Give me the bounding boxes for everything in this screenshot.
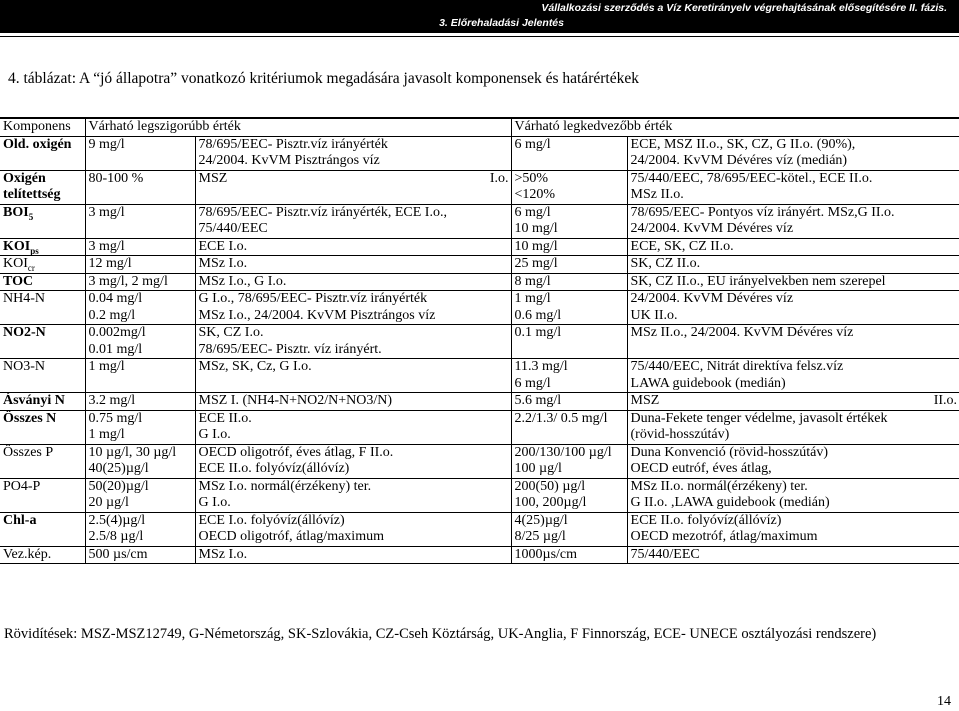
strict-source-cell — [195, 444, 511, 478]
cell-line: 25 mg/l — [514, 256, 558, 271]
cell-line: 1 mg/l — [514, 291, 551, 306]
cell-line: 75/440/EEC — [630, 546, 700, 562]
favourable-source-cell — [627, 273, 959, 291]
cell-line: Összes P — [3, 444, 54, 460]
cell-line: 500 µs/cm — [88, 546, 148, 562]
component-subscript: cr — [27, 262, 35, 273]
cell-line: 3 mg/l — [88, 238, 125, 254]
strict-source-cell — [195, 393, 511, 411]
favourable-source-cell — [627, 546, 959, 564]
cell-line: 1000µs/cm — [514, 546, 578, 562]
component-cell — [0, 291, 85, 325]
favourable-source-cell — [627, 325, 959, 359]
strict-source-cell — [195, 170, 511, 204]
table-row — [0, 410, 959, 444]
cell-line: 75/440/EEC, Nitrát direktíva felsz.víz — [630, 359, 844, 374]
cell-line-2: (rövid-hosszútáv) — [630, 427, 730, 442]
cell-line-2: 8/25 µg/l — [514, 529, 566, 544]
favourable-source-cell — [627, 291, 959, 325]
component-cell — [0, 393, 85, 411]
cell-line: MSz II.o., 24/2004. KvVM Dévéres víz — [630, 325, 854, 340]
cell-line-2: 6 mg/l — [514, 375, 551, 391]
component-cell — [0, 478, 85, 512]
cell-line-2: MSz II.o. — [630, 187, 684, 202]
favourable-value-cell — [511, 359, 627, 393]
strict-value-cell — [85, 273, 195, 291]
cell-line: 5.6 mg/l — [514, 393, 562, 408]
cell-line: ECE II.o. — [198, 410, 252, 426]
strict-source-cell — [195, 546, 511, 564]
document-header — [0, 0, 959, 33]
cell-line-2: OECD mezotróf, átlag/maximum — [630, 529, 818, 544]
cell-line: MSz I.o. — [198, 546, 248, 562]
cell-line-2: 0.2 mg/l — [88, 307, 136, 323]
criteria-table-body — [0, 118, 959, 564]
cell-line: 0.04 mg/l — [88, 291, 143, 306]
cell-line: 10 µg/l, 30 µg/l — [88, 444, 177, 460]
cell-line-2: 100, 200µg/l — [514, 495, 587, 510]
component-cell — [0, 410, 85, 444]
strict-value-cell — [85, 444, 195, 478]
cell-line: MSz, SK, Cz, G I.o. — [198, 359, 312, 374]
cell-line: 0.002mg/l — [88, 325, 146, 340]
favourable-source-cell — [627, 256, 959, 274]
strict-value-cell — [85, 204, 195, 238]
cell-line: 78/695/EEC- Pisztr.víz irányérték — [198, 136, 388, 152]
cell-line: SK, CZ II.o., EU irányelvekben nem szerepel — [630, 273, 886, 289]
table-row — [0, 325, 959, 359]
favourable-source-cell — [627, 170, 959, 204]
table-title: 4. táblázat: A “jó állapotra” vonatkozó kritériumok megadására javasolt komponensek és határértékek — [8, 70, 639, 87]
cell-line-2: 100 µg/l — [514, 461, 562, 476]
cell-line: 10 mg/l — [514, 238, 558, 254]
header-title: Vállalkozási szerződés a Víz Keretirányelv végrehajtásának elősegítésére II. fázis. — [541, 2, 947, 14]
table-row — [0, 512, 959, 546]
cell-line: 200/130/100 µg/l — [514, 444, 612, 460]
cell-line-2: telítettség — [3, 187, 61, 202]
criteria-table — [0, 117, 959, 564]
favourable-value-cell — [511, 136, 627, 170]
cell-line-2: MSz I.o., 24/2004. KvVM Pisztrángos víz — [198, 307, 436, 323]
cell-line-2: 20 µg/l — [88, 495, 129, 510]
cell-line: ECE I.o. — [198, 238, 248, 254]
cell-line: 6 mg/l — [514, 136, 551, 152]
cell-line: 75/440/EEC, 78/695/EEC-kötel., ECE II.o. — [630, 170, 873, 186]
cell-line: 2.2/1.3/ 0.5 mg/l — [514, 410, 608, 426]
strict-source-cell — [195, 273, 511, 291]
favourable-source-cell — [627, 478, 959, 512]
cell-line: Old. oxigén — [3, 136, 72, 152]
column-header-komponens: Komponens — [0, 118, 85, 136]
strict-source-cell — [195, 512, 511, 546]
cell-line: MSz I.o. — [198, 256, 248, 271]
cell-line: NO3-N — [3, 359, 45, 374]
strict-value-cell — [85, 512, 195, 546]
cell-line: SK, CZ II.o. — [630, 256, 701, 271]
cell-line-2: 40(25)µg/l — [88, 461, 149, 476]
cell-line-2: 0.6 mg/l — [514, 307, 562, 323]
cell-line-2: 78/695/EEC- Pisztr. víz irányért. — [198, 341, 382, 357]
table-row — [0, 444, 959, 478]
component-cell — [0, 170, 85, 204]
table-row — [0, 204, 959, 238]
strict-source-cell — [195, 238, 511, 256]
cell-line: 50(20)µg/l — [88, 478, 149, 494]
table-row — [0, 393, 959, 411]
cell-line: ECE, MSZ II.o., SK, CZ, G II.o. (90%), — [630, 136, 856, 152]
cell-line-2: 24/2004. KvVM Dévéres víz (medián) — [630, 153, 848, 168]
strict-source-cell — [195, 204, 511, 238]
cell-line: G I.o., 78/695/EEC- Pisztr.víz irányérték — [198, 291, 428, 306]
component-cell — [0, 204, 85, 238]
cell-line: ECE II.o. folyóvíz(állóvíz) — [630, 512, 782, 528]
cell-line: 78/695/EEC- Pisztr.víz irányérték, ECE I.o., — [198, 204, 447, 220]
cell-line-2: G II.o. ,LAWA guidebook (medián) — [630, 495, 830, 510]
cell-line: 2.5(4)µg/l — [88, 512, 146, 528]
strict-value-cell — [85, 410, 195, 444]
header-divider — [0, 36, 959, 37]
cell-line: Ásványi N — [3, 393, 65, 408]
strict-source-cell — [195, 478, 511, 512]
component-cell — [0, 325, 85, 359]
cell-line: Összes N — [3, 410, 57, 426]
favourable-value-cell — [511, 325, 627, 359]
cell-line: Duna-Fekete tenger védelme, javasolt értékek — [630, 410, 888, 426]
table-row — [0, 136, 959, 170]
strict-value-cell — [85, 170, 195, 204]
component-cell — [0, 136, 85, 170]
strict-source-cell — [195, 256, 511, 274]
cell-line: NH4-N — [3, 291, 45, 306]
favourable-value-cell — [511, 238, 627, 256]
favourable-value-cell — [511, 444, 627, 478]
cell-line: KOI — [3, 238, 31, 254]
cell-line-2: <120% — [514, 187, 556, 202]
cell-line: PO4-P — [3, 478, 41, 494]
cell-line: Duna Konvenció (rövid-hosszútáv) — [630, 444, 829, 460]
cell-line: 9 mg/l — [88, 136, 125, 152]
cell-line: 6 mg/l — [514, 204, 551, 220]
favourable-source-cell — [627, 393, 959, 411]
cell-line: MSZ I. (NH4-N+NO2/N+NO3/N) — [198, 393, 392, 408]
favourable-value-cell — [511, 546, 627, 564]
cell-line: BOI — [3, 204, 29, 220]
strict-value-cell — [85, 325, 195, 359]
strict-source-cell — [195, 136, 511, 170]
favourable-value-cell — [511, 204, 627, 238]
cell-line: NO2-N — [3, 325, 46, 340]
cell-line-2: ECE II.o. folyóvíz(állóvíz) — [198, 461, 350, 476]
table-header-row — [0, 118, 959, 136]
strict-value-cell — [85, 393, 195, 411]
favourable-value-cell — [511, 170, 627, 204]
component-cell — [0, 512, 85, 546]
cell-line: 24/2004. KvVM Dévéres víz — [630, 291, 794, 306]
strict-value-cell — [85, 359, 195, 393]
component-cell — [0, 273, 85, 291]
favourable-value-cell — [511, 291, 627, 325]
cell-line-2: LAWA guidebook (medián) — [630, 375, 786, 391]
cell-line: SK, CZ I.o. — [198, 325, 264, 340]
favourable-value-cell — [511, 393, 627, 411]
strict-value-cell — [85, 136, 195, 170]
component-cell — [0, 238, 85, 256]
cell-line: 3 mg/l, 2 mg/l — [88, 273, 168, 289]
cell-line: OECD oligotróf, éves átlag, F II.o. — [198, 444, 394, 460]
cell-line-2: UK II.o. — [630, 307, 678, 323]
abbreviations-note: Rövidítések: MSZ-MSZ12749, G-Németország, SK-Szlovákia, CZ-Cseh Köztárság, UK-Anglia, F Finnország, ECE- UNECE osztályozási rendszere) — [4, 626, 877, 642]
cell-line: ECE, SK, CZ II.o. — [630, 238, 734, 254]
cell-line: 3 mg/l — [88, 204, 125, 220]
cell-line-2: 10 mg/l — [514, 221, 558, 236]
strict-value-cell — [85, 238, 195, 256]
cell-line-2: G I.o. — [198, 495, 231, 510]
cell-line: 200(50) µg/l — [514, 478, 586, 494]
favourable-value-cell — [511, 256, 627, 274]
cell-line: 12 mg/l — [88, 256, 132, 271]
favourable-value-cell — [511, 478, 627, 512]
cell-line: ECE I.o. folyóvíz(állóvíz) — [198, 512, 345, 528]
component-subscript: ps — [30, 245, 39, 256]
strict-source-cell — [195, 325, 511, 359]
cell-line: MSZ I.o. — [198, 170, 509, 186]
cell-line-2: G I.o. — [198, 427, 231, 442]
table-row — [0, 359, 959, 393]
component-cell — [0, 444, 85, 478]
cell-line: 0.75 mg/l — [88, 410, 143, 426]
cell-line-2: 1 mg/l — [88, 427, 125, 442]
strict-source-cell — [195, 359, 511, 393]
header-subtitle: 3. Előrehaladási Jelentés — [439, 17, 564, 29]
favourable-source-cell — [627, 136, 959, 170]
cell-line-2: 2.5/8 µg/l — [88, 529, 144, 544]
table-row — [0, 273, 959, 291]
favourable-value-cell — [511, 512, 627, 546]
component-cell — [0, 546, 85, 564]
cell-line: Oxigén — [3, 170, 46, 186]
cell-line-2: OECD eutróf, éves átlag, — [630, 461, 772, 476]
table-row — [0, 546, 959, 564]
cell-line: MSz II.o. normál(érzékeny) ter. — [630, 478, 808, 494]
cell-line: Chl-a — [3, 512, 37, 528]
cell-line-2: 75/440/EEC — [198, 221, 268, 236]
cell-line: 1 mg/l — [88, 359, 125, 374]
strict-value-cell — [85, 478, 195, 512]
cell-line: 78/695/EEC- Pontyos víz irányért. MSz,G II.o. — [630, 204, 895, 220]
favourable-source-cell — [627, 359, 959, 393]
table-row — [0, 256, 959, 274]
strict-value-cell — [85, 256, 195, 274]
cell-line-2: OECD oligotróf, átlag/maximum — [198, 529, 384, 544]
favourable-source-cell — [627, 512, 959, 546]
cell-line: MSz I.o. normál(érzékeny) ter. — [198, 478, 372, 494]
cell-line: 0.1 mg/l — [514, 325, 562, 340]
favourable-source-cell — [627, 204, 959, 238]
cell-line: 3.2 mg/l — [88, 393, 136, 408]
strict-value-cell — [85, 546, 195, 564]
column-header-strictest: Várható legszigorúbb érték — [85, 118, 511, 136]
favourable-value-cell — [511, 273, 627, 291]
favourable-source-cell — [627, 444, 959, 478]
table-row — [0, 238, 959, 256]
cell-line: KOI — [3, 256, 28, 271]
favourable-value-cell — [511, 410, 627, 444]
component-cell — [0, 256, 85, 274]
strict-source-cell — [195, 410, 511, 444]
component-subscript: 5 — [28, 211, 34, 222]
page-number: 14 — [937, 694, 951, 709]
cell-line: Vez.kép. — [3, 546, 52, 562]
cell-line: MSZ II.o. — [630, 393, 958, 408]
favourable-source-cell — [627, 410, 959, 444]
cell-line: 11.3 mg/l — [514, 359, 568, 374]
favourable-source-cell — [627, 238, 959, 256]
cell-line-2: 0.01 mg/l — [88, 341, 143, 357]
cell-line-2: 24/2004. KvVM Pisztrángos víz — [198, 153, 380, 168]
cell-line: 8 mg/l — [514, 273, 551, 289]
table-row — [0, 170, 959, 204]
cell-line-2: 24/2004. KvVM Dévéres víz — [630, 221, 794, 236]
column-header-most-favourable: Várható legkedvezőbb érték — [511, 118, 959, 136]
cell-line: >50% — [514, 170, 549, 186]
component-cell — [0, 359, 85, 393]
strict-source-cell — [195, 291, 511, 325]
cell-line: 80-100 % — [88, 170, 144, 186]
cell-line: TOC — [3, 273, 34, 289]
table-row — [0, 291, 959, 325]
table-row — [0, 478, 959, 512]
strict-value-cell — [85, 291, 195, 325]
cell-line: MSz I.o., G I.o. — [198, 273, 287, 289]
cell-line: 4(25)µg/l — [514, 512, 568, 528]
